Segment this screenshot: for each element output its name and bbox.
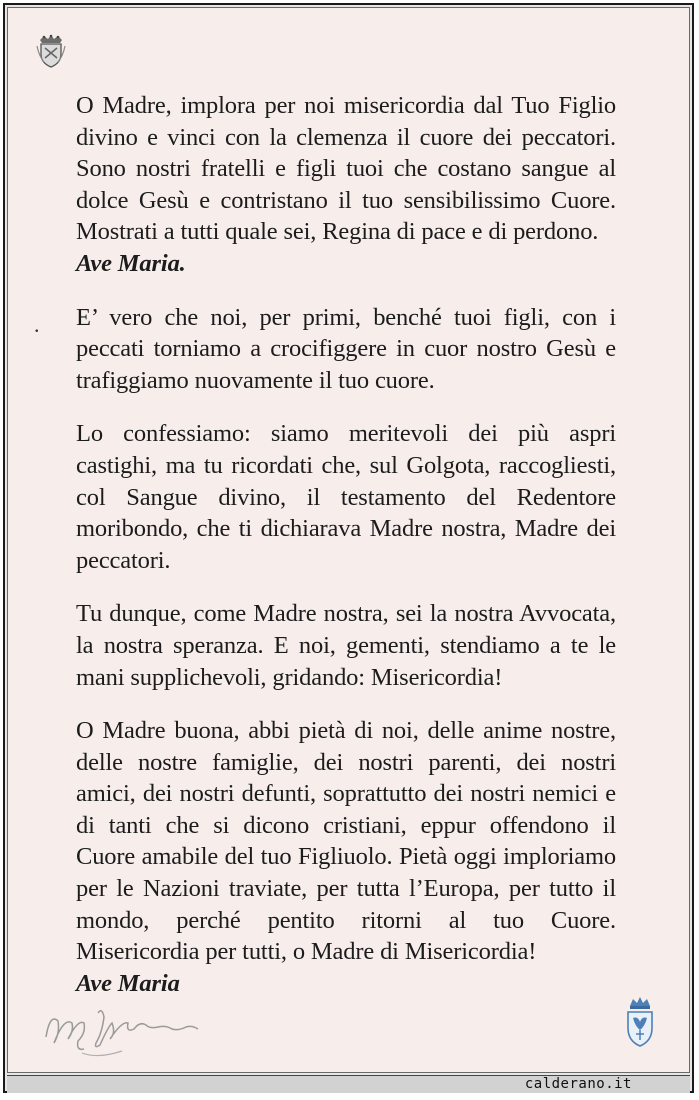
paragraph-1-text: O Madre, implora per noi misericordia dal Tuo Figlio divino e vinci con la clemenza il cuore dei peccatori. Sono nostri fratelli e figli tuoi che costano sangue al dolce Gesù e contristano il tuo sensibilissimo Cuore. Mostrati a tutti quale sei, Regina di pace e di perdono. [76,92,616,246]
paragraph-3-text: Lo confessiamo: siamo meritevoli dei più aspri castighi, ma tu ricordati che, sul Golgota, raccogliesti, col Sangue divino, il testamento del Redentore moribondo, che ti dichiarava Madre nostra, Madre dei peccatori. [76,420,616,574]
paragraph-2-text: E’ vero che noi, per primi, benché tuoi figli, con i peccati torniamo a crocifiggere in cuor nostro Gesù e trafiggiamo nuovamente il tuo cuore. [76,303,616,394]
margin-dot: . [34,312,40,337]
ave-maria-1: Ave Maria. [76,249,186,277]
footer-bar [7,1075,690,1093]
site-label: calderano.it [524,1076,632,1092]
paragraph-4-text: Tu dunque, come Madre nostra, sei la nostra Avvocata, la nostra speranza. E noi, gementi, stendiamo a te le mani supplichevoli, gridando: Misericordia! [76,600,616,691]
handwritten-signature [38,993,218,1063]
document-page [7,7,690,1073]
paragraph-1 [76,90,616,280]
paragraph-5-text: O Madre buona, abbi pietà di noi, delle anime nostre, delle nostre famiglie, dei nostri parenti, dei nostri amici, dei nostri defunti, soprattutto dei nostri nemici e di tanti che si dicono cristiani, eppur offendono il Cuore amabile del tuo Figliuolo. Pietà oggi imploriamo per le Nazioni traviate, per tutta l’Europa, per tutto il mondo, perché pentito ritorni al tuo Cuore. Misericordia per tutti, o Madre di Misericordia! [76,717,616,966]
paragraph-4 [76,598,616,693]
coat-of-arms-icon [624,996,656,1048]
paragraph-2 [76,302,616,397]
prayer-text [76,90,616,1021]
paragraph-5 [76,715,616,999]
ave-maria-2: Ave Maria [76,969,180,997]
paragraph-3 [76,418,616,576]
coat-of-arms-icon [36,34,66,68]
